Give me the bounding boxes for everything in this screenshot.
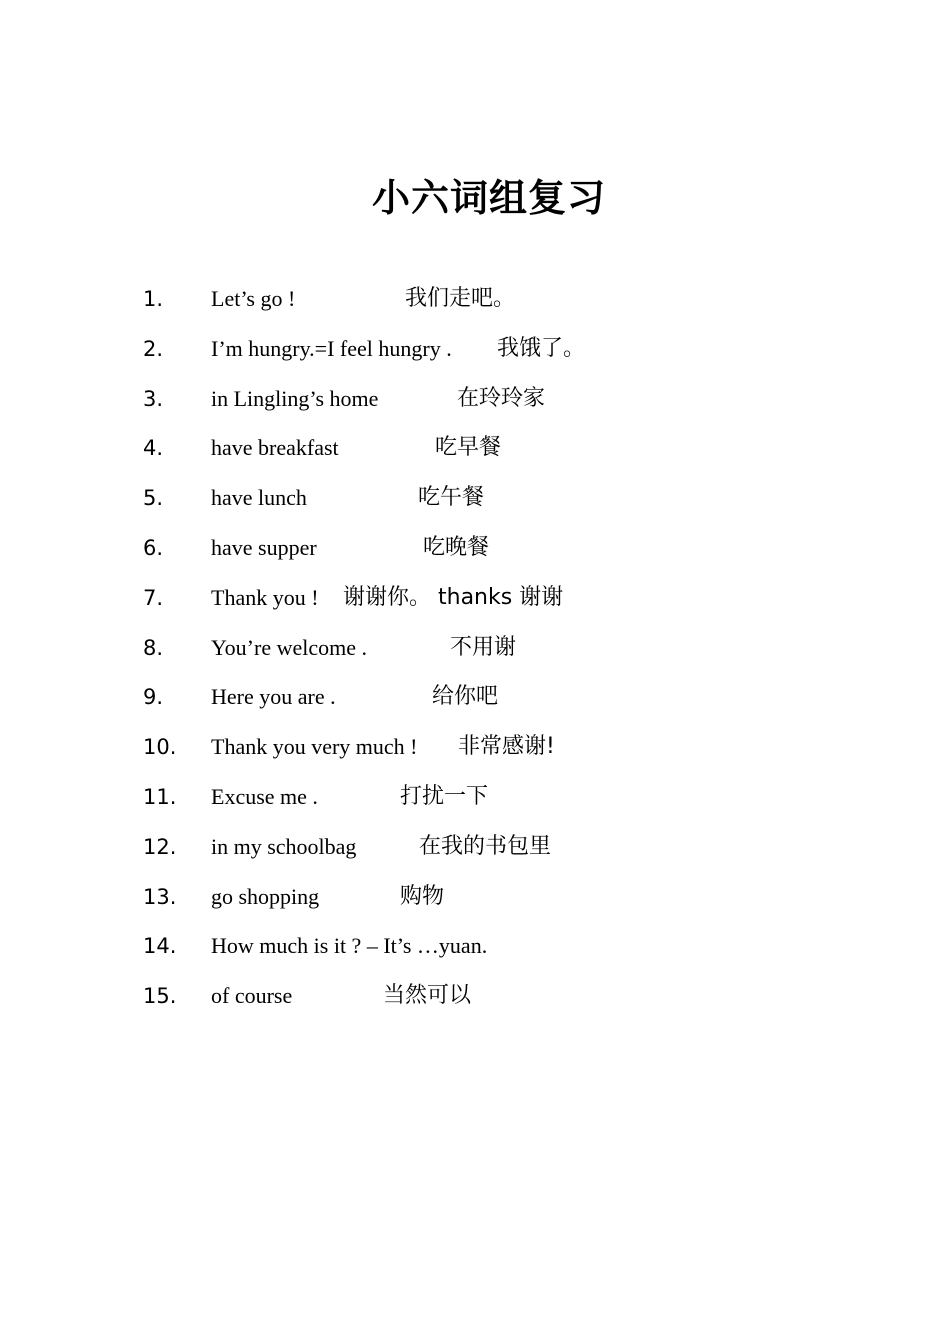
item-number: 14. (143, 934, 177, 959)
item-english: in Lingling’s home (211, 385, 379, 411)
item-number: 5. (143, 486, 164, 511)
item-number: 3. (143, 386, 164, 411)
item-number: 13. (143, 884, 177, 909)
item-english: I’m hungry.=I feel hungry . (211, 335, 452, 361)
item-chinese: 非常感谢! (458, 734, 555, 760)
item-chinese: 吃午餐 (418, 485, 485, 511)
item-chinese: 在我的书包里 (419, 833, 552, 859)
item-number: 6. (143, 535, 164, 560)
item-english: have lunch (211, 485, 307, 511)
item-chinese: 在玲玲家 (457, 385, 546, 411)
list-item (143, 924, 923, 974)
item-chinese: 购物 (400, 883, 445, 909)
list-item (143, 327, 923, 377)
item-english: How much is it ? – It’s …yuan. (211, 933, 488, 959)
item-number: 9. (143, 685, 164, 710)
item-number: 7. (143, 585, 164, 610)
item-english: You’re welcome . (211, 634, 368, 660)
item-chinese: 吃早餐 (435, 435, 502, 461)
item-english: in my schoolbag (211, 833, 357, 859)
item-english: Thank you very much ! (211, 734, 418, 760)
item-english: Excuse me . (211, 783, 318, 809)
item-number: 15. (143, 984, 177, 1009)
item-chinese: 谢谢你。 thanks 谢谢 (343, 584, 564, 610)
page-title: 小六词组复习 (371, 176, 606, 220)
item-english: Thank you ! (211, 584, 319, 610)
list-item (143, 675, 923, 725)
item-english: of course (211, 983, 293, 1009)
list-item (143, 875, 923, 925)
item-chinese: 我们走吧。 (405, 286, 516, 311)
phrase-list (143, 277, 923, 1024)
item-chinese: 我饿了。 (497, 335, 586, 361)
item-english: have supper (211, 534, 317, 560)
item-chinese: 吃晚餐 (423, 534, 490, 560)
item-chinese: 不用谢 (450, 634, 517, 660)
item-english: Let’s go ! (211, 286, 296, 311)
item-number: 1. (143, 287, 164, 311)
item-chinese: 当然可以 (383, 983, 472, 1009)
item-chinese: 打扰一下 (400, 783, 489, 809)
item-number: 12. (143, 834, 177, 859)
list-item (143, 476, 923, 526)
item-chinese: 给你吧 (432, 684, 499, 710)
list-item (143, 626, 923, 676)
list-item (143, 426, 923, 476)
list-item (143, 576, 923, 626)
list-item (143, 825, 923, 875)
list-item (143, 725, 923, 775)
item-english: Here you are . (211, 684, 336, 710)
item-number: 11. (143, 784, 177, 809)
list-item (143, 377, 923, 427)
list-item (143, 974, 923, 1024)
list-item (143, 526, 923, 576)
item-number: 10. (143, 735, 177, 760)
item-english: go shopping (211, 883, 320, 909)
item-number: 2. (143, 336, 164, 361)
list-item (143, 277, 923, 327)
item-number: 4. (143, 436, 164, 461)
item-english: have breakfast (211, 435, 339, 461)
item-number: 8. (143, 635, 164, 660)
list-item (143, 775, 923, 825)
